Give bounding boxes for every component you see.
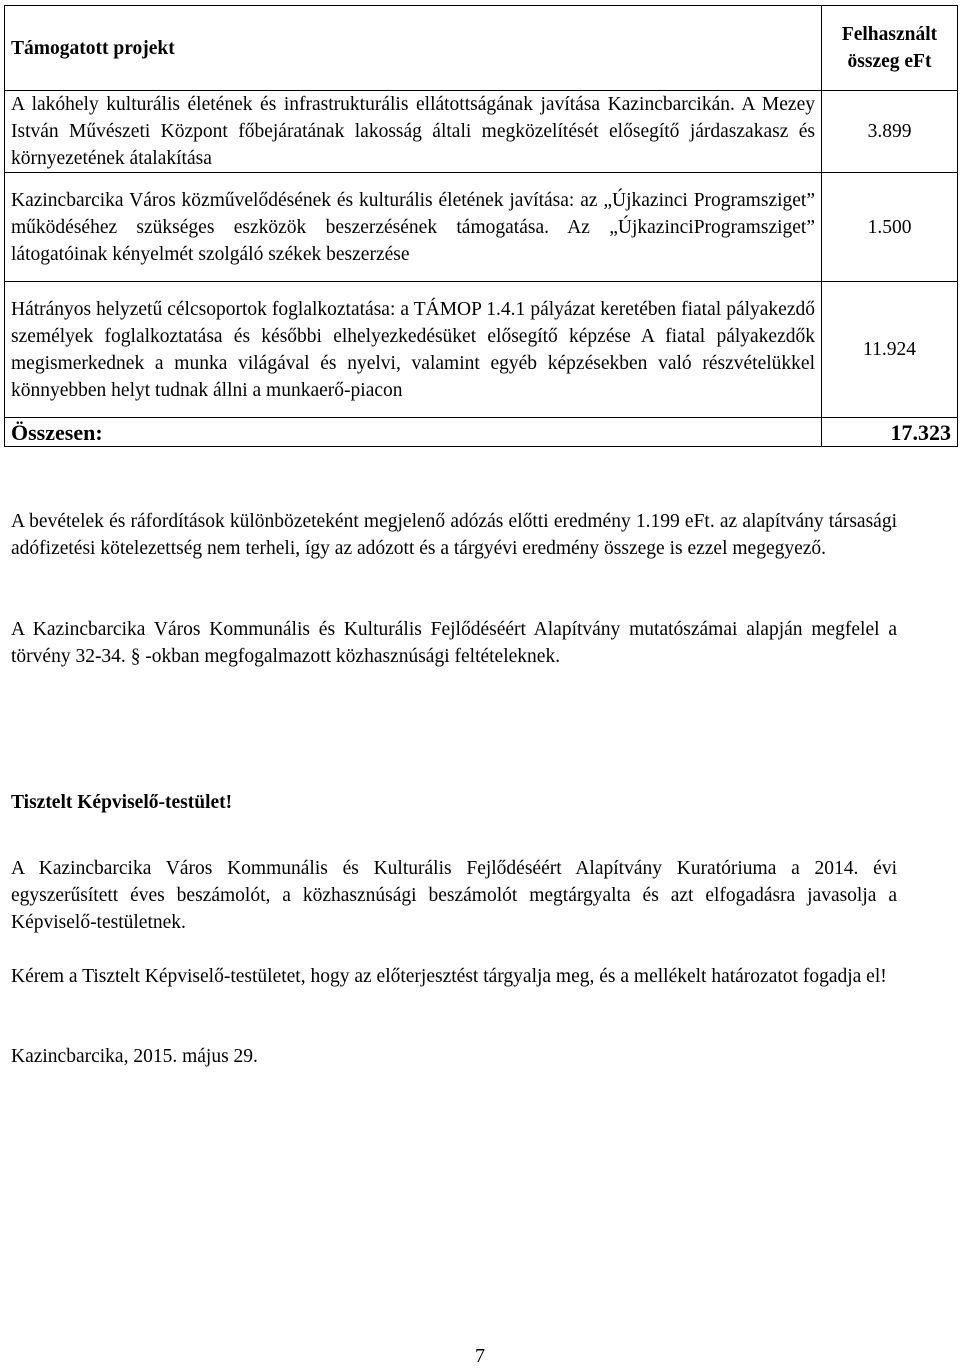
table-row: [5, 173, 958, 282]
section-sign: §: [130, 646, 141, 667]
table-total-row: [5, 418, 958, 447]
supported-projects-table: [4, 5, 958, 447]
project-description: Kazincbarcika Város közművelődésének és kulturális életének javítása: az „Újkazinci Programsziget” működéséhez szükséges eszközök beszerzésének támogatása. Az „ÚjkazinciProgramsziget” látogatóinak kényelmét szolgáló székek beszerzése: [5, 173, 822, 282]
project-description: A lakóhely kulturális életének és infrastrukturális ellátottságának javítása Kazincbarcikán. A Mezey István Művészeti Központ főbejáratának lakosság általi megközelítését elősegítő járdaszakasz és környezetének átalakítása: [5, 91, 822, 173]
request-paragraph: Kérem a Tisztelt Képviselő-testületet, hogy az előterjesztést tárgyalja meg, és a mellékelt határozatot fogadja el!: [11, 966, 887, 987]
total-label: Összesen:: [5, 418, 822, 447]
table-header-row: [5, 6, 958, 91]
project-description: Hátrányos helyzetű célcsoportok foglalkoztatása: a TÁMOP 1.4.1 pályázat keretében fiatal pályakezdő személyek foglalkoztatása és későbbi elhelyezkedésüket elősegítő képzése A fiatal pályakezdők megismerkednek a munka világával és nyelvi, valamint egyéb képzésekben való részvételükkel könnyebben helyt tudnak állni a munkaerő-piacon: [5, 282, 822, 418]
table-row: [5, 91, 958, 173]
indicator-paragraph: [11, 616, 897, 670]
project-amount: 3.899: [822, 91, 958, 173]
indicator-text-part2: -okban megfogalmazott közhasznúsági feltételeknek.: [145, 646, 561, 667]
header-project: Támogatott projekt: [5, 6, 822, 91]
result-paragraph: A bevételek és ráfordítások különbözeteként megjelenő adózás előtti eredmény 1.199 eFt. az alapítvány társasági adófizetési kötelezettség nem terheli, így az adózott és a tárgyévi eredmény összege is ezzel megegyező.: [11, 511, 897, 559]
total-value: 17.323: [822, 418, 958, 447]
project-amount: 11.924: [822, 282, 958, 418]
salutation: Tisztelt Képviselő-testület!: [11, 792, 233, 813]
board-paragraph: A Kazincbarcika Város Kommunális és Kulturális Fejlődéséért Alapítvány Kuratóriuma a 2014. évi egyszerűsített éves beszámolót, a közhasznúsági beszámolót megtárgyalta és azt elfogadásra javasolja a Képviselő-testületnek.: [11, 858, 897, 933]
project-amount: 1.500: [822, 173, 958, 282]
table-row: [5, 282, 958, 418]
header-amount: Felhasznált összeg eFt: [822, 6, 958, 91]
indicator-text-part1: A Kazincbarcika Város Kommunális és Kulturális Fejlődéséért Alapítvány mutatószámai alapján megfelel a törvény 32-34.: [11, 619, 897, 667]
page-number: 7: [475, 1345, 485, 1367]
date-line: Kazincbarcika, 2015. május 29.: [11, 1046, 258, 1067]
